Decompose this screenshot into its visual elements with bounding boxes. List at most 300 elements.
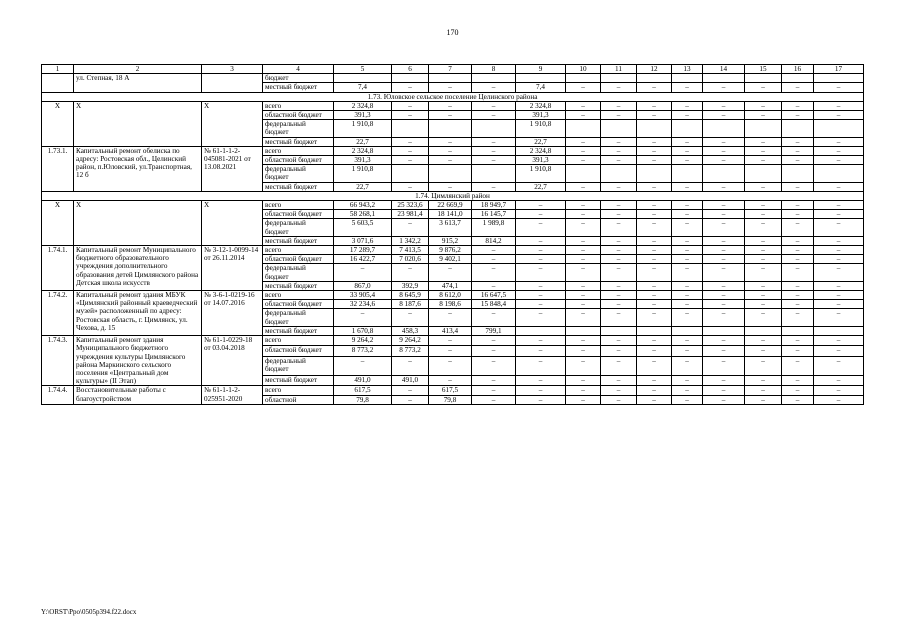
value-cell: – bbox=[472, 255, 516, 264]
value-cell: – bbox=[814, 309, 864, 326]
value-cell: 17 289,7 bbox=[334, 246, 392, 255]
value-cell: – bbox=[429, 146, 472, 155]
value-cell: 3 613,7 bbox=[429, 219, 472, 236]
value-cell: – bbox=[601, 246, 637, 255]
funding-source-cell: всего bbox=[263, 146, 334, 155]
funding-source-cell: федеральный бюджет bbox=[263, 356, 334, 375]
value-cell bbox=[566, 120, 601, 137]
value-cell: – bbox=[782, 264, 814, 281]
value-cell: – bbox=[672, 395, 703, 404]
value-cell: – bbox=[814, 156, 864, 165]
column-number-row bbox=[42, 65, 864, 74]
value-cell: – bbox=[566, 281, 601, 290]
value-cell: 7 020,6 bbox=[392, 255, 429, 264]
item-number-cell: 1.74.2. bbox=[42, 291, 74, 336]
value-cell: – bbox=[472, 309, 516, 326]
value-cell: – bbox=[703, 395, 745, 404]
funding-source-cell: областной бюджет bbox=[263, 210, 334, 219]
value-cell: – bbox=[703, 346, 745, 356]
value-cell: – bbox=[637, 219, 672, 236]
value-cell bbox=[745, 120, 782, 137]
value-cell: – bbox=[703, 300, 745, 309]
value-cell: – bbox=[782, 156, 814, 165]
value-cell: – bbox=[637, 264, 672, 281]
table-row bbox=[42, 386, 864, 395]
object-name-cell: Восстановительные работы с благоустройством bbox=[74, 386, 202, 404]
table-row bbox=[42, 74, 864, 83]
value-cell: – bbox=[782, 146, 814, 155]
value-cell: – bbox=[566, 182, 601, 191]
funding-source-cell: всего bbox=[263, 386, 334, 395]
value-cell: – bbox=[703, 264, 745, 281]
value-cell: – bbox=[516, 356, 566, 375]
value-cell: – bbox=[601, 111, 637, 120]
funding-source-cell: областной бюджет bbox=[263, 111, 334, 120]
value-cell: – bbox=[745, 255, 782, 264]
object-name-cell: Х bbox=[74, 101, 202, 146]
value-cell: 1 342,2 bbox=[392, 236, 429, 245]
value-cell bbox=[782, 326, 814, 335]
value-cell: – bbox=[745, 264, 782, 281]
column-number-cell: 12 bbox=[637, 65, 672, 74]
value-cell: – bbox=[782, 111, 814, 120]
value-cell: – bbox=[814, 246, 864, 255]
value-cell bbox=[672, 165, 703, 182]
value-cell: – bbox=[672, 111, 703, 120]
value-cell: – bbox=[516, 376, 566, 386]
value-cell bbox=[782, 165, 814, 182]
value-cell: – bbox=[566, 395, 601, 404]
value-cell: 8 612,0 bbox=[429, 291, 472, 300]
value-cell: 7 413,5 bbox=[392, 246, 429, 255]
value-cell: – bbox=[814, 111, 864, 120]
value-cell: – bbox=[392, 309, 429, 326]
value-cell: – bbox=[429, 336, 472, 346]
column-number-cell: 9 bbox=[516, 65, 566, 74]
value-cell: – bbox=[672, 219, 703, 236]
section-title: 1.73. Юловское сельское поселение Целинского района bbox=[42, 92, 864, 101]
value-cell: – bbox=[745, 111, 782, 120]
value-cell: – bbox=[672, 386, 703, 395]
value-cell: – bbox=[429, 101, 472, 110]
value-cell: 8 773,2 bbox=[392, 346, 429, 356]
value-cell: 7,4 bbox=[334, 83, 392, 92]
value-cell: 5 603,5 bbox=[334, 219, 392, 236]
value-cell: – bbox=[745, 137, 782, 146]
value-cell: – bbox=[703, 291, 745, 300]
table-row bbox=[42, 246, 864, 255]
value-cell: – bbox=[814, 101, 864, 110]
value-cell bbox=[429, 165, 472, 182]
column-number-cell: 5 bbox=[334, 65, 392, 74]
value-cell: – bbox=[601, 264, 637, 281]
funding-source-cell: местный бюджет bbox=[263, 182, 334, 191]
funding-source-cell: федеральный бюджет bbox=[263, 264, 334, 281]
value-cell: – bbox=[601, 281, 637, 290]
value-cell: 1 989,8 bbox=[472, 219, 516, 236]
value-cell: – bbox=[516, 346, 566, 356]
value-cell: – bbox=[601, 219, 637, 236]
value-cell: – bbox=[516, 309, 566, 326]
value-cell: – bbox=[637, 83, 672, 92]
value-cell: 32 234,6 bbox=[334, 300, 392, 309]
budget-table bbox=[41, 64, 864, 405]
value-cell: – bbox=[392, 182, 429, 191]
value-cell: 22,7 bbox=[516, 137, 566, 146]
value-cell: 458,3 bbox=[392, 326, 429, 335]
funding-source-cell: федеральный бюджет bbox=[263, 219, 334, 236]
value-cell: – bbox=[782, 291, 814, 300]
value-cell: – bbox=[566, 83, 601, 92]
value-cell: – bbox=[782, 395, 814, 404]
value-cell: – bbox=[745, 210, 782, 219]
value-cell: – bbox=[703, 281, 745, 290]
item-number-cell bbox=[42, 74, 74, 92]
value-cell: – bbox=[672, 236, 703, 245]
value-cell: – bbox=[472, 346, 516, 356]
value-cell: – bbox=[703, 83, 745, 92]
value-cell bbox=[472, 120, 516, 137]
value-cell: – bbox=[429, 376, 472, 386]
value-cell: – bbox=[566, 356, 601, 375]
value-cell: – bbox=[566, 210, 601, 219]
object-name-cell: Х bbox=[74, 201, 202, 246]
value-cell: – bbox=[637, 182, 672, 191]
value-cell: 617,5 bbox=[429, 386, 472, 395]
value-cell bbox=[745, 74, 782, 83]
value-cell: – bbox=[782, 83, 814, 92]
value-cell: – bbox=[334, 309, 392, 326]
value-cell: – bbox=[637, 300, 672, 309]
value-cell: – bbox=[672, 83, 703, 92]
value-cell: – bbox=[672, 281, 703, 290]
value-cell: – bbox=[637, 101, 672, 110]
value-cell: – bbox=[637, 291, 672, 300]
value-cell: – bbox=[703, 182, 745, 191]
funding-source-cell: местный бюджет bbox=[263, 281, 334, 290]
value-cell: – bbox=[637, 346, 672, 356]
column-number-cell: 1 bbox=[42, 65, 74, 74]
value-cell: 491,0 bbox=[334, 376, 392, 386]
value-cell: – bbox=[566, 111, 601, 120]
value-cell: – bbox=[601, 309, 637, 326]
funding-source-cell: областной бюджет bbox=[263, 300, 334, 309]
value-cell: 391,3 bbox=[516, 156, 566, 165]
value-cell: – bbox=[814, 219, 864, 236]
value-cell: – bbox=[429, 83, 472, 92]
value-cell: – bbox=[672, 255, 703, 264]
value-cell: – bbox=[745, 376, 782, 386]
value-cell: – bbox=[745, 246, 782, 255]
value-cell: – bbox=[516, 291, 566, 300]
value-cell bbox=[601, 74, 637, 83]
value-cell: – bbox=[814, 236, 864, 245]
funding-source-cell: областной бюджет bbox=[263, 255, 334, 264]
value-cell: 1 910,8 bbox=[516, 165, 566, 182]
value-cell: – bbox=[516, 336, 566, 346]
item-number-cell: 1.73.1. bbox=[42, 146, 74, 191]
value-cell: – bbox=[672, 300, 703, 309]
value-cell: – bbox=[601, 386, 637, 395]
value-cell bbox=[745, 326, 782, 335]
item-number-cell: Х bbox=[42, 201, 74, 246]
value-cell: – bbox=[782, 246, 814, 255]
value-cell: 799,1 bbox=[472, 326, 516, 335]
value-cell: – bbox=[745, 146, 782, 155]
value-cell bbox=[566, 165, 601, 182]
value-cell: 392,9 bbox=[392, 281, 429, 290]
value-cell: – bbox=[392, 356, 429, 375]
table-row bbox=[42, 336, 864, 346]
value-cell: – bbox=[566, 101, 601, 110]
value-cell: – bbox=[516, 395, 566, 404]
value-cell: 391,3 bbox=[334, 111, 392, 120]
value-cell: – bbox=[472, 264, 516, 281]
value-cell: 16 145,7 bbox=[472, 210, 516, 219]
value-cell: – bbox=[672, 291, 703, 300]
value-cell: – bbox=[601, 182, 637, 191]
value-cell: – bbox=[782, 219, 814, 236]
value-cell: – bbox=[516, 210, 566, 219]
value-cell: – bbox=[782, 210, 814, 219]
value-cell bbox=[392, 74, 429, 83]
value-cell: – bbox=[814, 137, 864, 146]
value-cell: 66 943,2 bbox=[334, 201, 392, 210]
value-cell bbox=[637, 74, 672, 83]
value-cell bbox=[745, 165, 782, 182]
funding-source-cell: федеральный бюджет bbox=[263, 120, 334, 137]
value-cell: – bbox=[516, 386, 566, 395]
value-cell: 617,5 bbox=[334, 386, 392, 395]
value-cell: – bbox=[672, 210, 703, 219]
value-cell: – bbox=[782, 336, 814, 346]
value-cell: – bbox=[637, 376, 672, 386]
value-cell: 2 324,8 bbox=[334, 101, 392, 110]
value-cell: – bbox=[516, 300, 566, 309]
value-cell bbox=[601, 120, 637, 137]
value-cell bbox=[814, 165, 864, 182]
value-cell: – bbox=[814, 146, 864, 155]
expertise-number-cell: Х bbox=[202, 101, 263, 146]
value-cell: – bbox=[814, 182, 864, 191]
value-cell: 22,7 bbox=[334, 182, 392, 191]
value-cell: – bbox=[782, 236, 814, 245]
value-cell: – bbox=[672, 376, 703, 386]
value-cell bbox=[566, 74, 601, 83]
value-cell bbox=[672, 120, 703, 137]
value-cell: – bbox=[637, 386, 672, 395]
value-cell: 1 670,8 bbox=[334, 326, 392, 335]
value-cell: – bbox=[745, 182, 782, 191]
value-cell: – bbox=[566, 201, 601, 210]
value-cell: – bbox=[429, 111, 472, 120]
value-cell: – bbox=[637, 236, 672, 245]
value-cell: – bbox=[472, 246, 516, 255]
value-cell: 58 268,1 bbox=[334, 210, 392, 219]
value-cell: – bbox=[637, 246, 672, 255]
value-cell: – bbox=[516, 246, 566, 255]
file-path-footer: Y:\ORST\Ppo\0505p394.f22.docx bbox=[41, 608, 137, 616]
item-number-cell: 1.74.4. bbox=[42, 386, 74, 404]
value-cell: – bbox=[745, 219, 782, 236]
value-cell: – bbox=[703, 156, 745, 165]
value-cell: 16 422,7 bbox=[334, 255, 392, 264]
expertise-number-cell: Х bbox=[202, 201, 263, 246]
value-cell: – bbox=[566, 300, 601, 309]
value-cell: – bbox=[703, 210, 745, 219]
value-cell: – bbox=[814, 336, 864, 346]
value-cell: – bbox=[472, 281, 516, 290]
value-cell: – bbox=[601, 336, 637, 346]
value-cell: – bbox=[566, 376, 601, 386]
funding-source-cell: местный бюджет bbox=[263, 376, 334, 386]
value-cell bbox=[392, 165, 429, 182]
value-cell bbox=[637, 326, 672, 335]
value-cell bbox=[472, 165, 516, 182]
value-cell: – bbox=[392, 101, 429, 110]
section-title: 1.74. Цимлянский район bbox=[42, 191, 864, 200]
value-cell: – bbox=[782, 137, 814, 146]
column-number-cell: 8 bbox=[472, 65, 516, 74]
funding-source-cell: местный бюджет bbox=[263, 326, 334, 335]
value-cell: – bbox=[672, 137, 703, 146]
value-cell: – bbox=[672, 156, 703, 165]
value-cell: 391,3 bbox=[334, 156, 392, 165]
item-number-cell: 1.74.3. bbox=[42, 336, 74, 386]
value-cell bbox=[334, 74, 392, 83]
value-cell: – bbox=[392, 386, 429, 395]
value-cell: – bbox=[637, 255, 672, 264]
funding-source-cell: федеральный бюджет bbox=[263, 309, 334, 326]
funding-source-cell: всего bbox=[263, 246, 334, 255]
value-cell bbox=[516, 74, 566, 83]
value-cell: – bbox=[566, 137, 601, 146]
value-cell bbox=[703, 74, 745, 83]
value-cell: 9 402,1 bbox=[429, 255, 472, 264]
value-cell: – bbox=[601, 291, 637, 300]
table-row bbox=[42, 291, 864, 300]
value-cell: – bbox=[814, 346, 864, 356]
value-cell: 79,8 bbox=[334, 395, 392, 404]
value-cell: – bbox=[745, 386, 782, 395]
value-cell: – bbox=[566, 146, 601, 155]
value-cell: – bbox=[782, 376, 814, 386]
value-cell: – bbox=[814, 83, 864, 92]
value-cell: – bbox=[745, 291, 782, 300]
value-cell: 8 645,9 bbox=[392, 291, 429, 300]
value-cell: – bbox=[472, 336, 516, 346]
value-cell: – bbox=[392, 219, 429, 236]
value-cell: 22,7 bbox=[516, 182, 566, 191]
value-cell: 79,8 bbox=[429, 395, 472, 404]
object-name-cell: Капитальный ремонт обелиска по адресу: Ростовская обл., Целинский район, п.Юловский, ул.Транспортная, 12 б bbox=[74, 146, 202, 191]
value-cell: – bbox=[745, 300, 782, 309]
expertise-number-cell: № 3-12-1-0099-14 от 26.11.2014 bbox=[202, 246, 263, 291]
funding-source-cell: всего bbox=[263, 201, 334, 210]
value-cell: – bbox=[601, 156, 637, 165]
value-cell: – bbox=[703, 219, 745, 236]
value-cell: – bbox=[516, 281, 566, 290]
value-cell: – bbox=[392, 146, 429, 155]
funding-source-cell: федеральный бюджет bbox=[263, 165, 334, 182]
value-cell: – bbox=[601, 356, 637, 375]
value-cell: – bbox=[782, 356, 814, 375]
value-cell: – bbox=[472, 356, 516, 375]
value-cell: – bbox=[472, 156, 516, 165]
column-number-cell: 7 bbox=[429, 65, 472, 74]
value-cell: – bbox=[429, 137, 472, 146]
funding-source-cell: местный бюджет bbox=[263, 83, 334, 92]
expertise-number-cell bbox=[202, 74, 263, 92]
value-cell bbox=[782, 74, 814, 83]
value-cell: – bbox=[745, 281, 782, 290]
funding-source-cell: всего bbox=[263, 336, 334, 346]
value-cell: – bbox=[703, 336, 745, 346]
value-cell: – bbox=[392, 395, 429, 404]
value-cell: – bbox=[334, 356, 392, 375]
value-cell bbox=[814, 326, 864, 335]
value-cell bbox=[703, 326, 745, 335]
value-cell: 1 910,8 bbox=[516, 120, 566, 137]
value-cell: – bbox=[516, 219, 566, 236]
value-cell: – bbox=[429, 264, 472, 281]
value-cell: – bbox=[782, 386, 814, 395]
value-cell: – bbox=[516, 201, 566, 210]
value-cell bbox=[637, 165, 672, 182]
value-cell: – bbox=[472, 395, 516, 404]
column-number-cell: 6 bbox=[392, 65, 429, 74]
value-cell: – bbox=[566, 309, 601, 326]
value-cell: 491,0 bbox=[392, 376, 429, 386]
value-cell bbox=[703, 120, 745, 137]
value-cell: – bbox=[637, 309, 672, 326]
funding-source-cell: областной бюджет bbox=[263, 156, 334, 165]
value-cell: 33 905,4 bbox=[334, 291, 392, 300]
value-cell: 15 848,4 bbox=[472, 300, 516, 309]
value-cell: 25 323,6 bbox=[392, 201, 429, 210]
value-cell: – bbox=[472, 146, 516, 155]
section-row bbox=[42, 92, 864, 101]
expertise-number-cell: № 61-1-1-2-045081-2021 от 13.08.2021 bbox=[202, 146, 263, 191]
value-cell: – bbox=[814, 356, 864, 375]
value-cell: 1 910,8 bbox=[334, 165, 392, 182]
value-cell: – bbox=[566, 255, 601, 264]
value-cell bbox=[429, 120, 472, 137]
funding-source-cell: всего bbox=[263, 291, 334, 300]
value-cell: – bbox=[745, 201, 782, 210]
value-cell: 8 773,2 bbox=[334, 346, 392, 356]
section-row bbox=[42, 191, 864, 200]
value-cell: – bbox=[516, 264, 566, 281]
table-row bbox=[42, 201, 864, 210]
value-cell: – bbox=[703, 236, 745, 245]
funding-source-cell: всего bbox=[263, 101, 334, 110]
value-cell: – bbox=[601, 300, 637, 309]
value-cell bbox=[814, 74, 864, 83]
value-cell: – bbox=[429, 356, 472, 375]
value-cell: – bbox=[814, 210, 864, 219]
column-number-cell: 3 bbox=[202, 65, 263, 74]
value-cell: – bbox=[703, 137, 745, 146]
value-cell: – bbox=[472, 83, 516, 92]
value-cell bbox=[814, 120, 864, 137]
value-cell: – bbox=[745, 236, 782, 245]
value-cell: – bbox=[637, 156, 672, 165]
value-cell: 8 187,6 bbox=[392, 300, 429, 309]
value-cell bbox=[516, 326, 566, 335]
value-cell bbox=[637, 120, 672, 137]
expertise-number-cell: № 61-1-0229-18 от 03.04.2018 bbox=[202, 336, 263, 386]
